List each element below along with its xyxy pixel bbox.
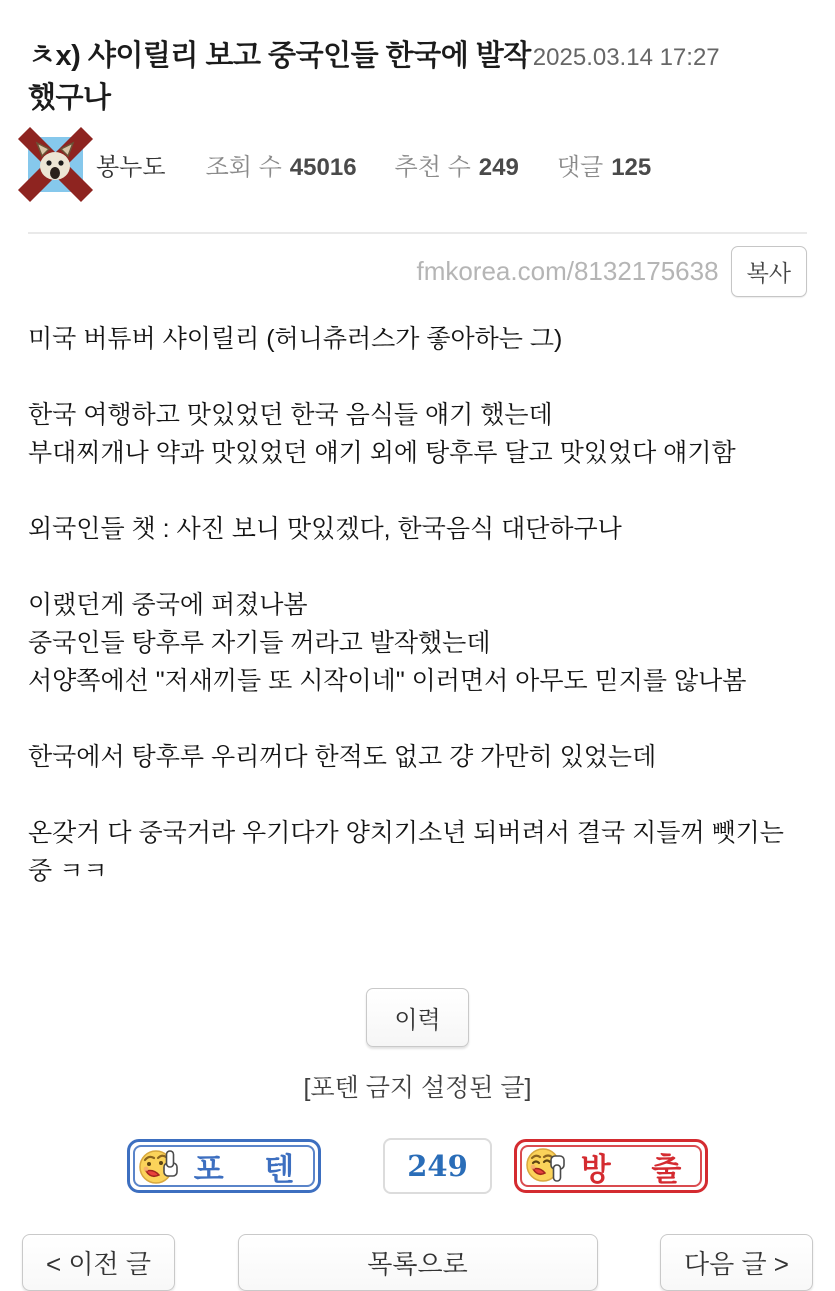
to-list-button[interactable]: 목록으로 (238, 1234, 598, 1291)
view-count-value: 45016 (289, 154, 357, 181)
paragraph (28, 586, 807, 700)
post-page (0, 36, 835, 1279)
post-title-line1 (28, 40, 720, 72)
comment-count (557, 147, 651, 182)
paragraph (28, 320, 807, 358)
poten-label: 포 텐 (193, 1151, 311, 1187)
poten-upvote-button[interactable] (127, 1139, 322, 1193)
recommend-count-value: 249 (478, 154, 519, 181)
post-footer (28, 928, 807, 1194)
body-line: 서양쪽에선 "저새끼들 또 시작이네" 이러면서 아무도 믿지를 않나봄 (28, 667, 747, 695)
thumbs-down-emoji-icon (525, 1146, 567, 1186)
post-title-text: ㅊx) 샤이릴리 보고 중국인들 한국에 발작 (28, 40, 531, 72)
post-url: fmkorea.com/8132175638 (416, 256, 719, 286)
bangchul-downvote-button[interactable] (514, 1139, 709, 1193)
view-count (206, 147, 357, 182)
post-stats (206, 147, 652, 182)
paragraph (28, 814, 807, 890)
author-row (28, 137, 807, 192)
page-title (28, 36, 807, 118)
post-body (28, 320, 807, 890)
author-name[interactable]: 봉누도 (96, 154, 166, 181)
recommend-count (395, 147, 519, 182)
body-line: 한국에서 탕후루 우리꺼다 한적도 없고 걍 가만히 있었는데 (28, 743, 657, 771)
recommend-count-label: 추천 수 (394, 154, 471, 181)
body-line: 온갖거 다 중국거라 우기다가 양치기소년 되버려서 결국 지들꺼 뺏기는중 ㅋㅋ (28, 819, 784, 885)
history-button[interactable]: 이력 (366, 988, 468, 1047)
vote-count: 249 (383, 1138, 492, 1194)
paragraph (28, 510, 807, 548)
body-line: 외국인들 챗 : 사진 보니 맛있겠다, 한국음식 대단하구나 (28, 515, 622, 543)
bangchul-label: 방 출 (580, 1151, 698, 1187)
url-row (28, 246, 807, 297)
copy-button[interactable]: 복사 (731, 246, 807, 297)
body-line: 한국 여행하고 맛있었던 한국 음식들 얘기 했는데 (28, 401, 553, 429)
body-line: 중국인들 탕후루 자기들 꺼라고 발작했는데 (28, 629, 491, 657)
body-line: 미국 버튜버 샤이릴리 (허니츄러스가 좋아하는 그) (28, 325, 563, 353)
body-line: 이랬던게 중국에 퍼졌나봄 (28, 591, 308, 619)
dog-avatar-image (28, 137, 83, 192)
poten-ban-notice: [포텐 금지 설정된 글] (303, 1074, 532, 1102)
comment-count-value: 125 (611, 154, 652, 181)
post-title-text-wrap: 했구나 (28, 82, 111, 114)
paragraph (28, 396, 807, 472)
vote-row (28, 1138, 807, 1194)
view-count-label: 조회 수 (205, 154, 282, 181)
paragraph (28, 738, 807, 776)
bottom-nav (0, 1234, 835, 1291)
next-post-button[interactable]: 다음 글 > (660, 1234, 813, 1291)
thumbs-up-emoji-icon (138, 1146, 180, 1186)
body-line: 부대찌개나 약과 맛있었던 얘기 외에 탕후루 달고 맛있었다 얘기함 (28, 439, 736, 467)
prev-post-button[interactable]: < 이전 글 (22, 1234, 175, 1291)
divider (28, 232, 807, 234)
comment-count-label: 댓글 (556, 154, 604, 181)
post-date: 2025.03.14 17:27 (532, 44, 720, 71)
avatar[interactable] (28, 137, 83, 192)
